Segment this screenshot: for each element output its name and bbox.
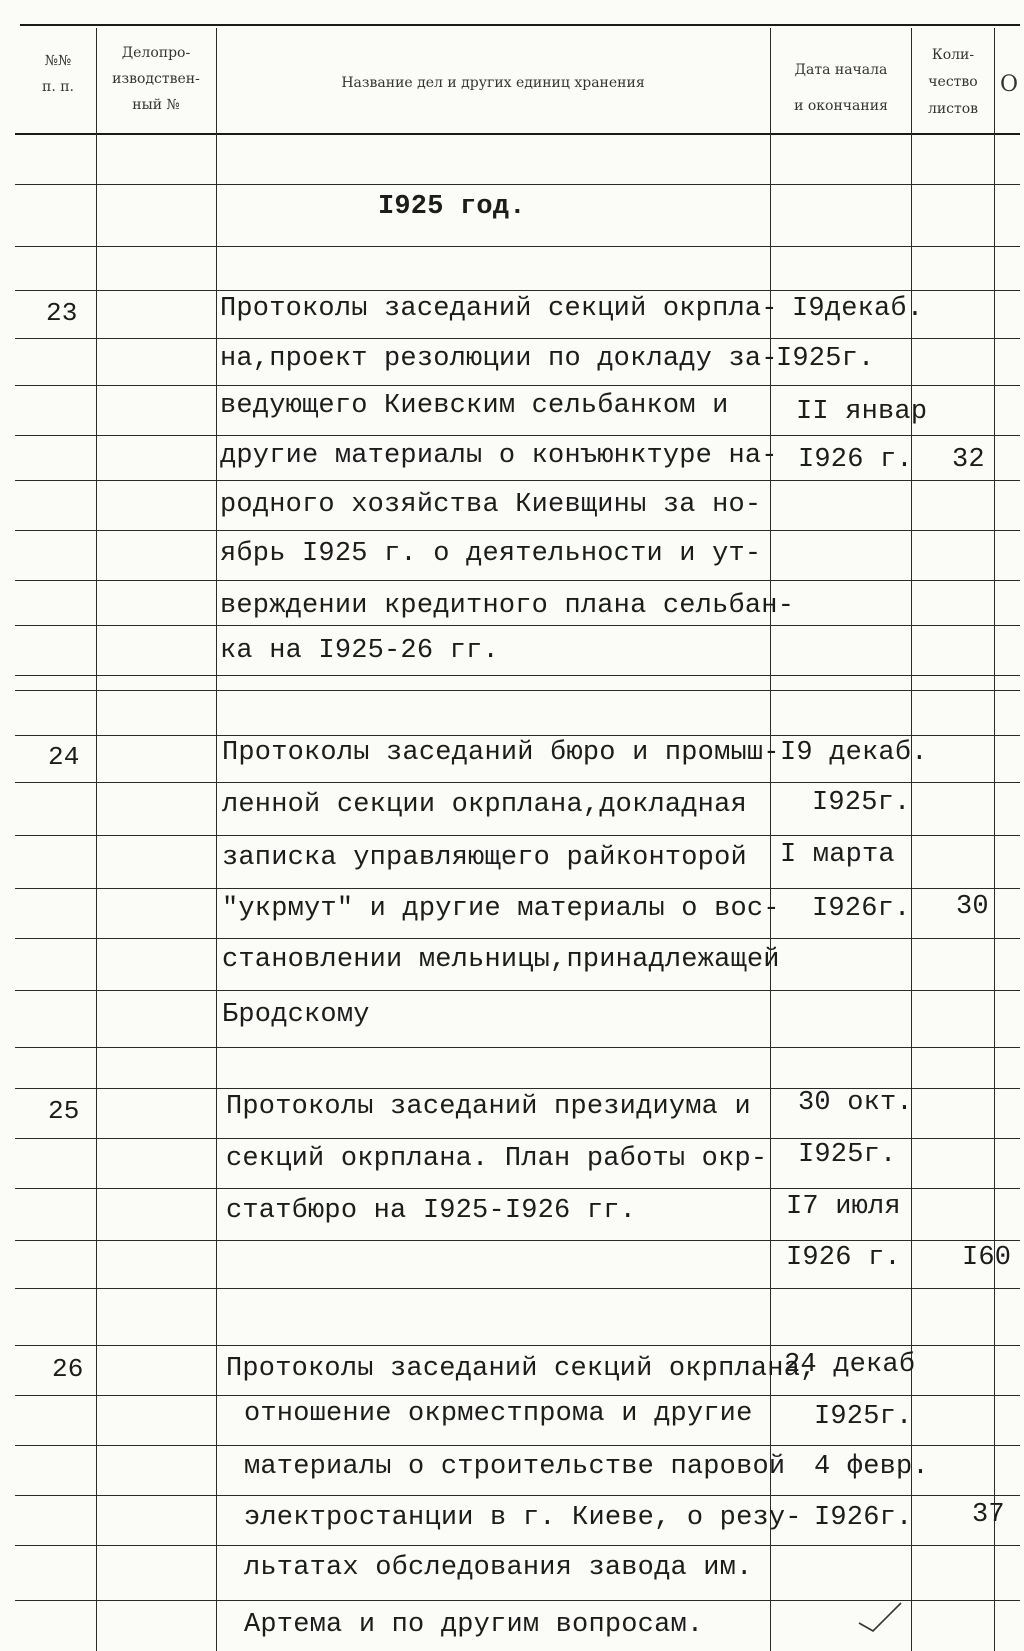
row-rule [15,675,1020,676]
title-line: Бродскому [222,1000,370,1030]
date-start-day: 30 окт. [798,1088,913,1118]
date-start-year: I925г. [812,788,911,818]
date-start-day: 24 декаб [784,1350,916,1380]
title-line: секций окрплана. План работы окр- [226,1144,768,1174]
date-start-day: I9декаб. [792,294,924,324]
year-heading: I925 год. [378,192,526,222]
row-rule [15,1240,1020,1241]
sheet-count: 30 [956,892,989,922]
check-mark-icon [855,1595,905,1635]
row-rule [15,385,1020,386]
row-rule [15,1047,1020,1048]
header-col-dates: Дата начала и окончания [794,62,888,114]
title-line: материалы о строительстве паровой [244,1452,786,1482]
row-rule [15,1495,1020,1496]
row-rule [15,246,1020,247]
row-rule [15,835,1020,836]
header-top-rule [20,24,1020,26]
row-rule [15,290,1020,291]
title-line: Артема и по другим вопросам. [244,1610,704,1640]
sheet-count: 37 [972,1500,1005,1530]
header-bottom-rule [15,133,1020,135]
title-line: Протоколы заседаний секций окрплана, [226,1354,817,1384]
row-rule [15,1395,1020,1396]
row-rule [15,338,1020,339]
date-start-year: I925г. [776,344,875,374]
date-end-year: I926г. [812,894,911,924]
column-divider [770,28,771,1651]
column-divider [96,28,97,1651]
row-rule [15,184,1020,185]
row-rule [15,1138,1020,1139]
title-line: ка на I925-26 гг. [220,636,499,666]
record-number: 26 [52,1354,84,1384]
date-end-day: 4 февр. [814,1452,929,1482]
date-end-day: I марта [780,840,895,870]
title-line: другие материалы о конъюнктуре на- [220,441,778,471]
record-number: 25 [48,1096,80,1126]
title-line: Протоколы заседаний бюро и промыш- [222,738,780,768]
row-rule [15,735,1020,736]
row-rule [15,480,1020,481]
title-line: Протоколы заседаний секций окрпла- [220,294,778,324]
title-line: записка управляющего райконторой [222,843,747,873]
sheet-count: I60 [962,1243,1012,1273]
column-divider [216,28,217,1651]
date-start-year: I925г. [798,1140,897,1170]
title-line: на,проект резолюции по докладу за- [220,344,778,374]
header-col-title: Название дел и других единиц хранения [341,75,645,91]
title-line: ябрь I925 г. о деятельности и ут- [220,539,762,569]
title-line: отношение окрместпрома и другие [244,1399,753,1429]
title-line: льтатах обследования завода им. [244,1553,753,1583]
row-rule [15,690,1020,691]
title-line: Протоколы заседаний президиума и [226,1092,751,1122]
header-col-number: №№ п. п. [41,53,74,95]
title-line: "укрмут" и другие материалы о вос- [222,894,780,924]
row-rule [15,1345,1020,1346]
record-number: 23 [46,298,78,328]
row-rule [15,990,1020,991]
title-line: верждении кредитного плана сельбан- [220,591,795,621]
date-end-year: I926 г. [786,1243,901,1273]
title-line: ведующего Киевским сельбанком и [220,391,729,421]
row-rule [15,580,1020,581]
row-rule [15,888,1020,889]
row-rule [15,625,1020,626]
row-rule [15,782,1020,783]
date-start-day: I9 декаб. [780,738,928,768]
column-divider [994,28,995,1651]
title-line: родного хозяйства Киевщины за но- [220,490,762,520]
title-line: становлении мельницы,принадлежащей [222,945,780,975]
header-col-office-number: Делопро- изводствен- ный № [112,45,200,113]
record-number: 24 [48,742,80,772]
row-rule [15,938,1020,939]
row-rule [15,435,1020,436]
date-end-day: II январ [796,397,928,427]
title-line: статбюро на I925-I926 гг. [226,1196,637,1226]
date-start-year: I925г. [814,1402,913,1432]
date-end-day: I7 июля [786,1192,901,1222]
title-line: электростанции в г. Киеве, о резу- [244,1503,802,1533]
header-col-extra: О [999,72,1019,97]
row-rule [15,1445,1020,1446]
sheet-count: 32 [952,445,985,475]
row-rule [15,1288,1020,1289]
date-end-year: I926 г. [798,445,913,475]
row-rule [15,1188,1020,1189]
date-end-year: I926г. [814,1503,913,1533]
row-rule [15,1545,1020,1546]
header-col-sheets: Коли- чество листов [927,47,979,117]
title-line: ленной секции окрплана,докладная [222,790,747,820]
row-rule [15,530,1020,531]
